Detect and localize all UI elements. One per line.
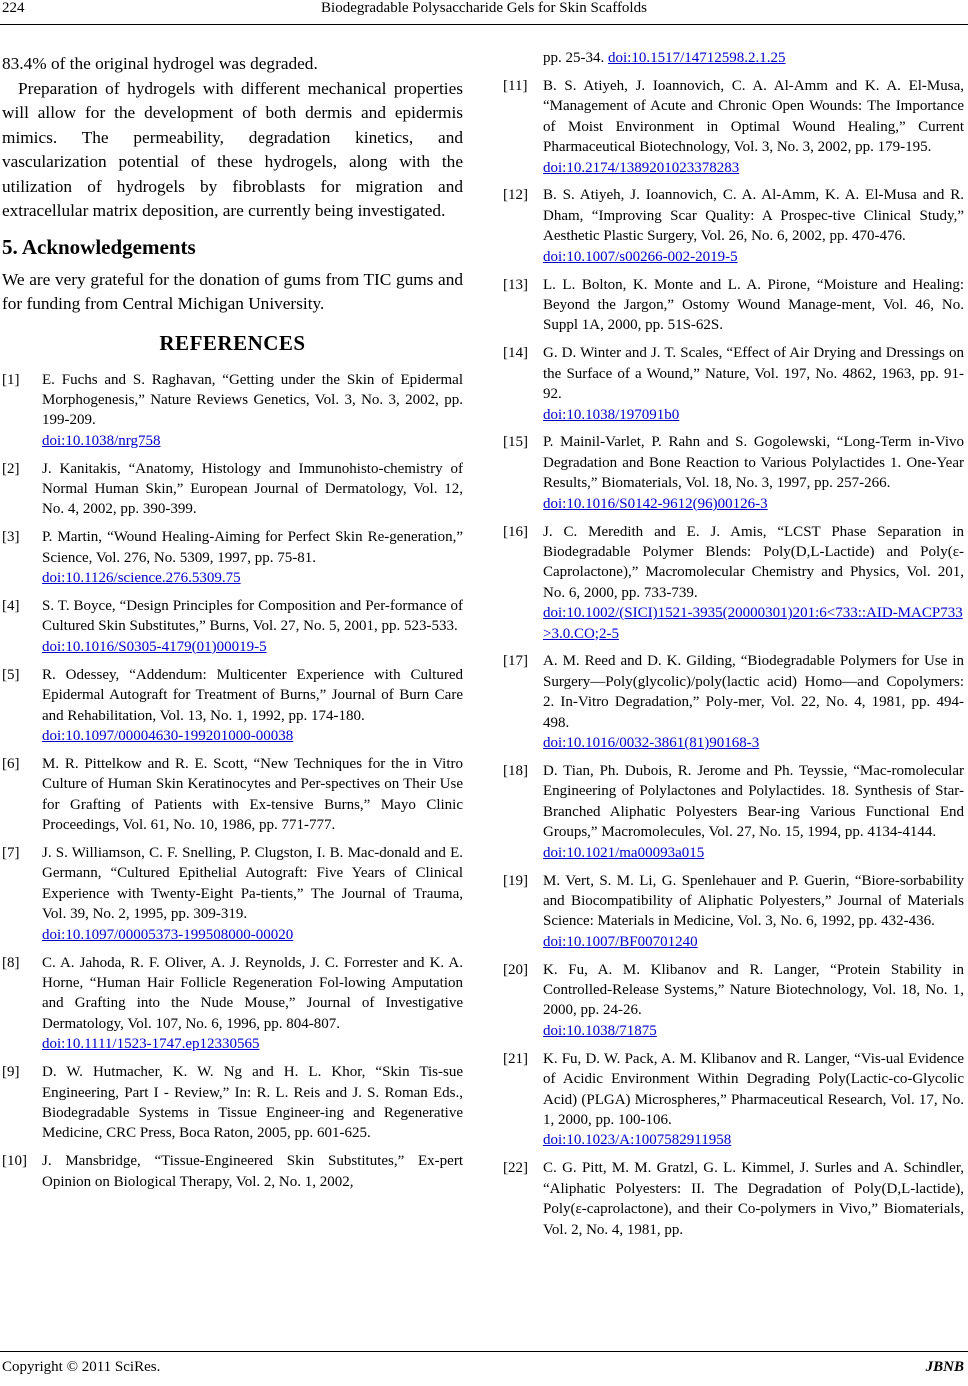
reference-number: [5] bbox=[2, 666, 20, 683]
reference-item bbox=[2, 665, 463, 747]
acknowledgements-text: We are very grateful for the donation of gums from TIC gums and for funding from Central Michigan University. bbox=[2, 269, 463, 313]
reference-text: B. S. Atiyeh, J. Ioannovich, C. A. Al-Amm, K. A. El-Musa and R. Dham, “Improving Scar Quality: A Prospec-tive Clinical Study,” Aesthetic Plastic Surgery, Vol. 26, No. 6, 2002, pp. 470-476. bbox=[543, 187, 964, 245]
reference-text: K. Fu, A. M. Klibanov and R. Langer, “Protein Stability in Controlled-Release Systems,” Nature Biotechnology, Vol. 18, No. 1, 2000, pp. 24-26. bbox=[543, 961, 964, 1019]
doi-link[interactable]: doi:10.1007/s00266-002-2019-5 bbox=[543, 248, 738, 265]
left-column bbox=[2, 52, 463, 1200]
reference-number: [17] bbox=[503, 653, 528, 670]
reference-item bbox=[503, 1158, 964, 1240]
reference-item bbox=[503, 960, 964, 1042]
doi-link[interactable]: doi:10.2174/1389201023378283 bbox=[543, 159, 740, 176]
reference-text: D. W. Hutmacher, K. W. Ng and H. L. Khor, “Skin Tis-sue Engineering, Part I - Review,” In: R. L. Reis and J. S. Roman Eds., Biodegradable Systems in Tissue Engineer-ing and Regenerative Medicine, CRC Press, Boca Raton, 2005, pp. 601-625. bbox=[42, 1064, 463, 1142]
reference-number: [12] bbox=[503, 187, 528, 204]
reference-text: C. G. Pitt, M. M. Gratzl, G. L. Kimmel, J. Surles and A. Schindler, “Aliphatic Polyesters: II. The Degradation of Poly(D,L-lactide), Poly(ε-caprolactone), and their Co-polymers in Vivo,” Biomaterials, Vol. 2, No. 4, 1981, pp. bbox=[543, 1160, 964, 1238]
page-number: 224 bbox=[2, 0, 25, 16]
reference-item bbox=[503, 1049, 964, 1151]
reference-item bbox=[2, 1062, 463, 1144]
footer-rule bbox=[0, 1351, 968, 1352]
reference-number: [7] bbox=[2, 845, 20, 862]
body-paragraph: Preparation of hydrogels with different mechanical properties will allow for the development of both dermis and epidermis mimics. The permeability, degradation kinetics, and vascularization potential of these hydrogels, along with the utilization of hydrogels by fibroblasts for migration and extracellular matrix deposition, are currently being investigated. bbox=[2, 78, 463, 220]
reference-number: [11] bbox=[503, 77, 528, 94]
copyright-notice: Copyright © 2011 SciRes. bbox=[2, 1359, 161, 1375]
section-heading: 5. Acknowledgements bbox=[2, 234, 196, 259]
reference-text: M. R. Pittelkow and R. E. Scott, “New Techniques for the in Vitro Culture of Human Skin Keratinocytes and Per-spectives on Their Use for Grafting of Patients with Ex-tensive Burns,” Mayo Clinic Proceedings, Vol. 61, No. 10, 1986, pp. 771-777. bbox=[42, 755, 463, 834]
reference-item bbox=[2, 1151, 463, 1192]
reference-text: J. C. Meredith and E. J. Amis, “LCST Phase Separation in Biodegradable Polymer Blends: Poly(D,L-Lactide) and Poly(ε-Caprolactone),” Macromolecular Chemistry and Physics, Vol. 201, No. 6, 2000, pp. 733-739. bbox=[543, 523, 964, 601]
reference-number: [1] bbox=[2, 371, 20, 388]
reference-text: J. Mansbridge, “Tissue-Engineered Skin Substitutes,” Ex-pert Opinion on Biological Therapy, Vol. 2, No. 1, 2002, bbox=[42, 1153, 463, 1190]
reference-number: [4] bbox=[2, 598, 20, 615]
references-heading: REFERENCES bbox=[159, 330, 306, 355]
reference-item bbox=[503, 48, 964, 68]
reference-item bbox=[2, 843, 463, 945]
body-paragraph: 83.4% of the original hydrogel was degraded. bbox=[2, 54, 318, 73]
doi-link[interactable]: doi:10.1038/71875 bbox=[543, 1022, 657, 1039]
reference-number: [20] bbox=[503, 961, 528, 978]
doi-link[interactable]: doi:10.1002/(SICI)1521-3935(20000301)201:6<733::AID-MACP733>3.0.CO;2-5 bbox=[543, 605, 963, 642]
reference-number: [3] bbox=[2, 529, 20, 546]
doi-link[interactable]: doi:10.1007/BF00701240 bbox=[543, 933, 698, 950]
reference-number: [16] bbox=[503, 523, 528, 540]
reference-item bbox=[503, 76, 964, 178]
reference-text: R. Odessey, “Addendum: Multicenter Experience with Cultured Epidermal Autograft for Treatment of Burns,” Journal of Burn Care and Rehabilitation, Vol. 13, No. 1, 1992, pp. 174-180. bbox=[42, 666, 463, 724]
reference-number: [2] bbox=[2, 460, 20, 477]
reference-number: [8] bbox=[2, 954, 20, 971]
reference-item bbox=[503, 761, 964, 863]
reference-item bbox=[2, 527, 463, 588]
reference-item bbox=[503, 651, 964, 753]
doi-link[interactable]: doi:10.1038/nrg758 bbox=[42, 432, 161, 449]
doi-link[interactable]: doi:10.1023/A:1007582911958 bbox=[543, 1132, 732, 1149]
doi-link[interactable]: doi:10.1097/00005373-199508000-00020 bbox=[42, 926, 294, 943]
reference-number: [15] bbox=[503, 434, 528, 451]
reference-number: [10] bbox=[2, 1153, 27, 1170]
reference-number: [14] bbox=[503, 345, 528, 362]
reference-text: J. Kanitakis, “Anatomy, Histology and Immunohisto-chemistry of Normal Human Skin,” European Journal of Dermatology, Vol. 12, No. 4, 2002, pp. 390-399. bbox=[42, 460, 463, 518]
reference-text: B. S. Atiyeh, J. Ioannovich, C. A. Al-Amm and K. A. El-Musa, “Management of Acute and Chronic Open Wounds: The Importance of Moist Environment in Optimal Wound Healing,” Current Pharmaceutical Biotechnology, Vol. 3, No. 3, 2002, pp. 179-195. bbox=[543, 77, 964, 156]
doi-link[interactable]: doi:10.1016/0032-3861(81)90168-3 bbox=[543, 735, 760, 752]
reference-number: [21] bbox=[503, 1050, 528, 1067]
doi-link[interactable]: doi:10.1016/S0305-4179(01)00019-5 bbox=[42, 638, 267, 655]
doi-link[interactable]: doi:10.1038/197091b0 bbox=[543, 406, 680, 423]
reference-text: S. T. Boyce, “Design Principles for Composition and Per-formance of Cultured Skin Substitutes,” Burns, Vol. 27, No. 5, 2001, pp. 523-533. bbox=[42, 598, 463, 635]
reference-text: pp. 25-34. bbox=[543, 50, 605, 66]
reference-item bbox=[503, 432, 964, 514]
doi-link[interactable]: doi:10.1097/00004630-199201000-00038 bbox=[42, 728, 294, 744]
doi-link[interactable]: doi:10.1517/14712598.2.1.25 bbox=[608, 50, 786, 66]
doi-link[interactable]: doi:10.1021/ma00093a015 bbox=[543, 844, 705, 861]
reference-text: A. M. Reed and D. K. Gilding, “Biodegradable Polymers for Use in Surgery—Poly(glycolic)/poly(lactic acid) Homo—and Copolymers: 2. In-Vitro Degradation,” Poly-mer, Vol. 22, No. 4, 1981, pp. 494-498. bbox=[543, 653, 964, 731]
reference-item bbox=[503, 343, 964, 425]
right-column bbox=[503, 48, 964, 1247]
reference-text: G. D. Winter and J. T. Scales, “Effect of Air Drying and Dressings on the Surface of a Wound,” Nature, Vol. 197, No. 4862, 1963, pp. 91-92. bbox=[543, 345, 964, 403]
reference-text: J. S. Williamson, C. F. Snelling, P. Clugston, I. B. Mac-donald and E. Germann, “Cultured Epithelial Autograft: Five Years of Clinical Experience with Twenty-Eight Pa-tients,” The Journal of Trauma, Vol. 39, No. 2, 1995, pp. 309-319. bbox=[42, 845, 463, 923]
reference-text: M. Vert, S. M. Li, G. Spenlehauer and P. Guerin, “Biore-sorbability and Biocompatibility of Aliphatic Polyesters,” Journal of Materials Science: Materials in Medicine, Vol. 3, No. 6, 1992, pp. 432-436. bbox=[543, 872, 964, 930]
reference-text: P. Martin, “Wound Healing-Aiming for Perfect Skin Re-generation,” Science, Vol. 276, No. 5309, 1997, pp. 75-81. bbox=[42, 529, 463, 566]
reference-item bbox=[503, 871, 964, 953]
reference-number: [9] bbox=[2, 1064, 20, 1081]
reference-item bbox=[503, 275, 964, 336]
header-rule bbox=[0, 24, 968, 25]
reference-text: L. L. Bolton, K. Monte and L. A. Pirone, “Moisture and Healing: Beyond the Jargon,” Ostomy Wound Manage-ment, Vol. 46, No. Suppl 1A, 2000, pp. 51S-62S. bbox=[543, 276, 964, 334]
reference-item bbox=[2, 596, 463, 657]
doi-link[interactable]: doi:10.1126/science.276.5309.75 bbox=[42, 570, 241, 587]
reference-text: D. Tian, Ph. Dubois, R. Jerome and Ph. Teyssie, “Mac-romolecular Engineering of Polylactones and Polylactides. 18. Synthesis of Star-Branched Aliphatic Polyesters Bear-ing Various Functional End Groups,” Macromolecules, Vol. 27, No. 15, 1994, pp. 4134-4144. bbox=[543, 763, 964, 841]
reference-number: [13] bbox=[503, 276, 528, 293]
reference-number: [19] bbox=[503, 872, 528, 889]
reference-text: C. A. Jahoda, R. F. Oliver, A. J. Reynolds, J. C. Forrester and K. A. Horne, “Human Hair Follicle Regeneration Fol-lowing Amputation and Grafting into the Nude Mouse,” Journal of Investigative Dermatology, Vol. 107, No. 6, 1996, pp. 804-807. bbox=[42, 954, 463, 1032]
reference-list-left bbox=[2, 370, 463, 1193]
reference-item bbox=[2, 754, 463, 836]
reference-item bbox=[503, 185, 964, 267]
doi-link[interactable]: doi:10.1016/S0142-9612(96)00126-3 bbox=[543, 495, 768, 512]
reference-item bbox=[2, 459, 463, 520]
reference-item bbox=[2, 953, 463, 1055]
reference-number: [22] bbox=[503, 1160, 528, 1177]
doi-link[interactable]: doi:10.1111/1523-1747.ep12330565 bbox=[42, 1036, 260, 1053]
running-title: Biodegradable Polysaccharide Gels for Skin Scaffolds bbox=[321, 0, 647, 16]
journal-abbreviation: JBNB bbox=[925, 1359, 964, 1375]
reference-text: K. Fu, D. W. Pack, A. M. Klibanov and R. Langer, “Vis-ual Evidence of Acidic Environment Within Degrading Poly(Lactic-co-Glycolic Acid) (PLGA) Microspheres,” Pharmaceutical Research, Vol. 17, No. 1, 2000, pp. 100-106. bbox=[543, 1050, 964, 1128]
reference-number: [6] bbox=[2, 755, 20, 772]
reference-text: P. Mainil-Varlet, P. Rahn and S. Gogolewski, “Long-Term in-Vivo Degradation and Bone Reaction to Various Polylactides 1. One-Year Results,” Biomaterials, Vol. 18, No. 3, 1997, pp. 257-266. bbox=[543, 434, 964, 492]
reference-text: E. Fuchs and S. Raghavan, “Getting under the Skin of Epidermal Morphogenesis,” Nature Reviews Genetics, Vol. 3, No. 3, 2002, pp. 199-209. bbox=[42, 371, 463, 429]
reference-number: [18] bbox=[503, 763, 528, 779]
reference-item bbox=[503, 522, 964, 644]
reference-list-right bbox=[503, 48, 964, 1240]
reference-item bbox=[2, 370, 463, 452]
